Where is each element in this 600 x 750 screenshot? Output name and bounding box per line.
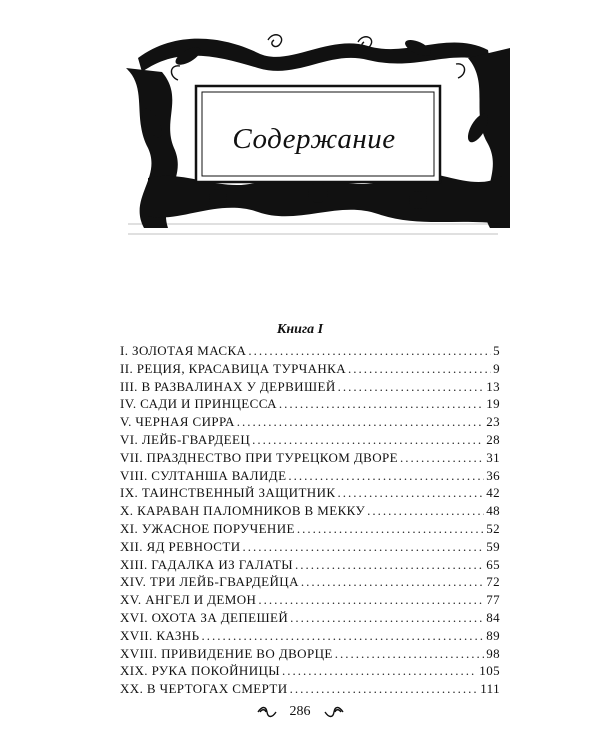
toc-entry-page: 72 (486, 574, 500, 590)
leader-dots (337, 484, 484, 502)
leader-dots (367, 502, 484, 520)
leader-dots (237, 413, 484, 431)
toc-entry[interactable] (120, 342, 500, 360)
right-ornament-icon (323, 706, 345, 718)
toc-entry[interactable] (120, 502, 500, 520)
toc-entry[interactable] (120, 573, 500, 591)
leader-dots (243, 538, 485, 556)
toc-entry-title: VIII. СУЛТАНША ВАЛИДЕ (120, 467, 287, 483)
toc-entry[interactable] (120, 609, 500, 627)
toc-entry-page: 28 (486, 431, 500, 447)
page-number: 286 (289, 704, 311, 719)
leader-dots (338, 378, 485, 396)
toc-entry-title: IV. САДИ И ПРИНЦЕССА (120, 396, 277, 412)
toc-entry[interactable] (120, 431, 500, 449)
toc-entry[interactable] (120, 360, 500, 378)
toc-entry-title: XIX. РУКА ПОКОЙНИЦЫ (120, 663, 281, 679)
toc-entry-page: 89 (486, 627, 500, 643)
toc-entry-title: XIII. ГАДАЛКА ИЗ ГАЛАТЫ (120, 556, 293, 572)
leader-dots (252, 431, 484, 449)
leader-dots (288, 467, 484, 485)
leader-dots (201, 627, 484, 645)
toc-entry-page: 52 (486, 520, 500, 536)
toc-entry[interactable] (120, 591, 500, 609)
leader-dots (282, 662, 477, 680)
toc-entry-page: 31 (486, 449, 500, 465)
toc-entry[interactable] (120, 538, 500, 556)
toc-entry-page: 42 (486, 485, 500, 501)
toc-entry-title: XIV. ТРИ ЛЕЙБ-ГВАРДЕЙЦА (120, 574, 299, 590)
toc-entry-page: 19 (486, 396, 500, 412)
toc-entry[interactable] (120, 645, 500, 663)
leader-dots (348, 360, 491, 378)
leader-dots (258, 591, 484, 609)
toc-entry-page: 13 (486, 378, 500, 394)
toc-entry-title: XVIII. ПРИВИДЕНИЕ ВО ДВОРЦЕ (120, 645, 333, 661)
leader-dots (301, 573, 484, 591)
toc-entry[interactable] (120, 484, 500, 502)
leader-dots (297, 520, 484, 538)
toc-entry-title: XV. АНГЕЛ И ДЕМОН (120, 592, 257, 608)
toc-entry-page: 111 (480, 681, 500, 697)
toc-entry[interactable] (120, 395, 500, 413)
leader-dots (295, 556, 484, 574)
toc-entry[interactable] (120, 662, 500, 680)
toc-entry[interactable] (120, 680, 500, 698)
toc-entry[interactable] (120, 556, 500, 574)
toc-entry[interactable] (120, 413, 500, 431)
toc-entry-title: III. В РАЗВАЛИНАХ У ДЕРВИШЕЙ (120, 378, 336, 394)
decorative-title-frame (118, 28, 510, 238)
leader-dots (290, 609, 484, 627)
toc-entry-title: I. ЗОЛОТАЯ МАСКА (120, 343, 247, 358)
toc-entry-page: 59 (486, 538, 500, 554)
toc-entry[interactable] (120, 520, 500, 538)
toc-entry-page: 105 (479, 663, 500, 679)
toc-entry-title: VI. ЛЕЙБ-ГВАРДЕЕЦ (120, 431, 251, 447)
toc-entry-page: 5 (493, 343, 500, 358)
toc-entry-page: 77 (486, 592, 500, 608)
toc-entry[interactable] (120, 627, 500, 645)
toc-entry-title: XI. УЖАСНОЕ ПОРУЧЕНИЕ (120, 520, 295, 536)
toc-entry[interactable] (120, 449, 500, 467)
leader-dots (248, 342, 491, 360)
toc-entry-page: 48 (486, 503, 500, 519)
toc-entry-page: 84 (486, 609, 500, 625)
toc-entry-title: XII. ЯД РЕВНОСТИ (120, 538, 241, 554)
toc-entry[interactable] (120, 467, 500, 485)
book-heading: Книга I (276, 322, 324, 337)
toc-entry-page: 65 (486, 556, 500, 572)
table-of-contents (120, 342, 500, 698)
toc-entry-page: 9 (493, 360, 500, 376)
leader-dots (400, 449, 484, 467)
toc-entry-page: 23 (486, 414, 500, 430)
toc-entry-title: XVII. КАЗНЬ (120, 627, 200, 643)
leader-dots (279, 395, 484, 413)
page-footer (0, 704, 600, 720)
leader-dots (290, 680, 479, 698)
toc-entry-title: II. РЕЦИЯ, КРАСАВИЦА ТУРЧАНКА (120, 360, 347, 376)
toc-entry[interactable] (120, 378, 500, 396)
toc-entry-title: IX. ТАИНСТВЕННЫЙ ЗАЩИТНИК (120, 485, 336, 501)
toc-entry-title: XX. В ЧЕРТОГАХ СМЕРТИ (120, 681, 288, 697)
left-ornament-icon (256, 706, 278, 718)
page-title: Содержание (232, 123, 396, 155)
toc-entry-page: 98 (486, 645, 500, 661)
toc-entry-title: V. ЧЕРНАЯ СИРРА (120, 414, 235, 430)
toc-entry-page: 36 (486, 467, 500, 483)
toc-entry-title: VII. ПРАЗДНЕСТВО ПРИ ТУРЕЦКОМ ДВОРЕ (120, 449, 399, 465)
toc-entry-title: XVI. ОХОТА ЗА ДЕПЕШЕЙ (120, 609, 289, 625)
toc-entry-title: X. КАРАВАН ПАЛОМНИКОВ В МЕККУ (120, 503, 366, 519)
leader-dots (335, 645, 484, 663)
